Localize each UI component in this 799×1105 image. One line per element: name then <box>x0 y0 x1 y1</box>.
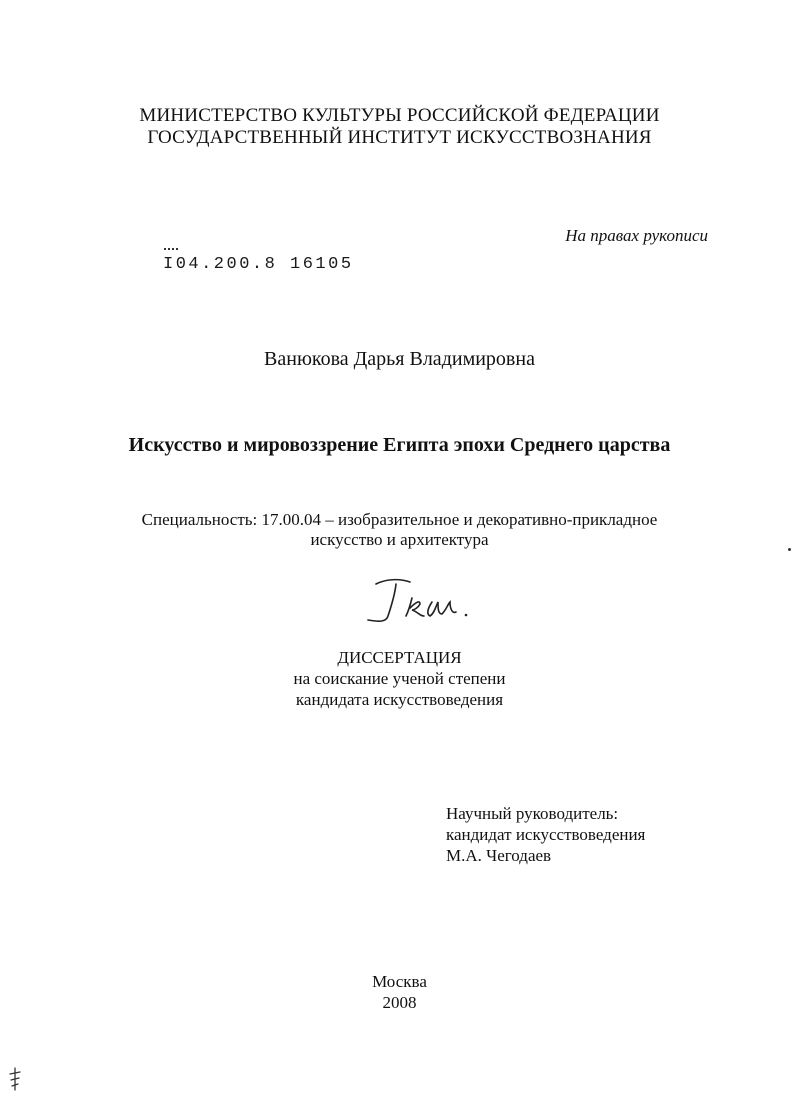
rights-note: На правах рукописи <box>565 226 708 245</box>
institute-heading: ГОСУДАРСТВЕННЫЙ ИНСТИТУТ ИСКУССТВОЗНАНИЯ <box>147 127 652 148</box>
handwritten-signature <box>362 576 492 632</box>
degree-line-1: на соискание ученой степени <box>293 669 506 688</box>
supervisor-degree: кандидат искусствоведения <box>446 825 646 844</box>
supervisor-name: М.А. Чегодаев <box>446 846 552 865</box>
dissertation-label: ДИССЕРТАЦИЯ <box>337 648 462 667</box>
ministry-heading: МИНИСТЕРСТВО КУЛЬТУРЫ РОССИЙСКОЙ ФЕДЕРАЦИИ <box>139 105 660 126</box>
year: 2008 <box>382 993 417 1012</box>
supervisor-label: Научный руководитель: <box>446 804 619 823</box>
dissertation-title: Искусство и мировоззрение Египта эпохи Среднего царства <box>128 434 671 456</box>
degree-line-2: кандидата искусствоведения <box>295 690 504 709</box>
scan-speck <box>788 548 791 551</box>
catalog-stamp: I04.200.8 16105 <box>163 255 354 274</box>
specialty-line-1: Специальность: 17.00.04 – изобразительное и декоративно-прикладное <box>141 510 658 529</box>
stamp-dash-mark <box>164 248 178 250</box>
author-name: Ванюкова Дарья Владимировна <box>264 348 535 370</box>
city: Москва <box>372 972 427 991</box>
specialty-line-2: искусство и архитектура <box>310 530 489 549</box>
library-mark-icon <box>6 1066 24 1092</box>
